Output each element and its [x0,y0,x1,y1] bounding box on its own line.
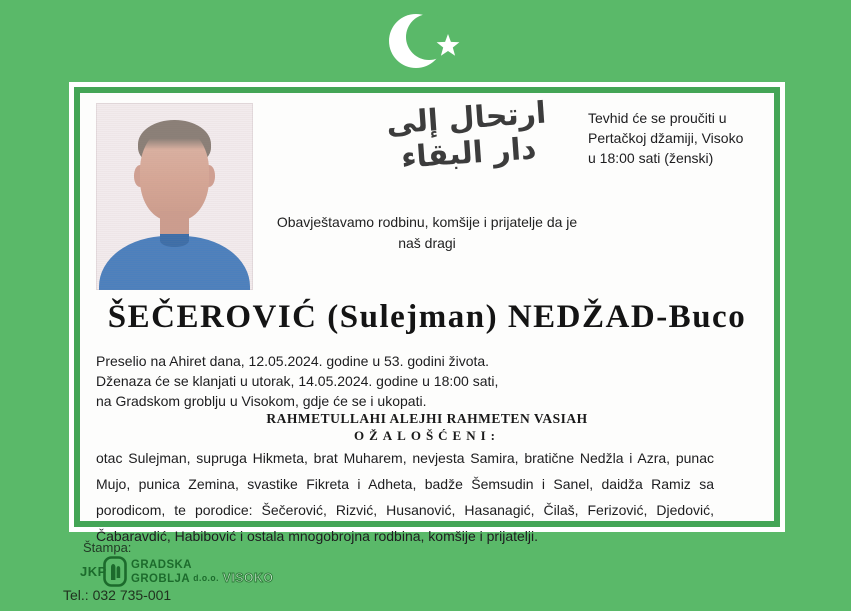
company-name-line: GRADSKA [131,557,192,571]
company-groblja: GROBLJA [131,571,190,585]
company-suffix: d.o.o. [193,573,219,583]
photo-hair [138,120,210,169]
tevhid-note [588,108,773,168]
death-info-line: Dženaza će se klanjati u utorak, 14.05.2024. godine u 18:00 sati, [96,373,499,389]
company-name-line [131,571,274,585]
tevhid-line: Tevhid će se proučiti u [588,110,727,126]
prayer-block [80,411,774,444]
death-info-line: Preselio na Ahiret dana, 12.05.2024. godine u 53. godini života. [96,353,490,369]
company-name [131,558,274,585]
photo-face [140,127,209,221]
prayer-line: RAHMETULLAHI ALEJHI RAHMETEN VASIAH [266,411,588,426]
phone-number: Tel.: 032 735-001 [63,587,172,603]
company-city: VISOKO [222,570,274,585]
mourners-heading: OŽALOŠĆENI: [353,428,501,443]
announcement-line: naš dragi [398,235,456,251]
deceased-name: ŠEČEROVIĆ (Sulejman) NEDŽAD-Buco [107,299,747,335]
stampa-label: Štampa: [83,540,132,555]
obituary-card [74,87,780,544]
death-info [96,351,696,411]
photo-ear-left [134,165,147,187]
announcement [80,212,774,254]
death-info-line: na Gradskom groblju u Visokom, gdje će se i ukopati. [96,393,427,409]
tevhid-line: u 18:00 sati (ženski) [588,150,714,166]
mourners-text: otac Sulejman, supruga Hikmeta, brat Muharem, nevjesta Samira, bratične Nedžla i Azra, punac Mujo, punica Zemina, svastike Fikreta i Adheta, badže Šemsudin i Sanel, daidža Ramiz sa porodicom, te porodice: Šečerović, Rizvić, Husanović, Hasanagić, Čilaš, Ferizović, Djedović, Čabaravdić, Habibović i ostala mnogobrojna rodbina, komšije i prijatelji. [96,450,714,544]
announcement-line: Obavještavamo rodbinu, komšije i prijatelje da je [276,214,578,230]
crescent-star-icon [358,2,488,80]
tevhid-line: Pertačkoj džamiji, Visoko [588,130,744,146]
jkp-label: JKP [80,564,107,579]
tombstones-emblem-icon [103,556,127,587]
deceased-photo [96,103,253,290]
photo-ear-right [203,165,216,187]
arabic-calligraphy: ارتحال إلى دار البقاء [385,95,548,176]
